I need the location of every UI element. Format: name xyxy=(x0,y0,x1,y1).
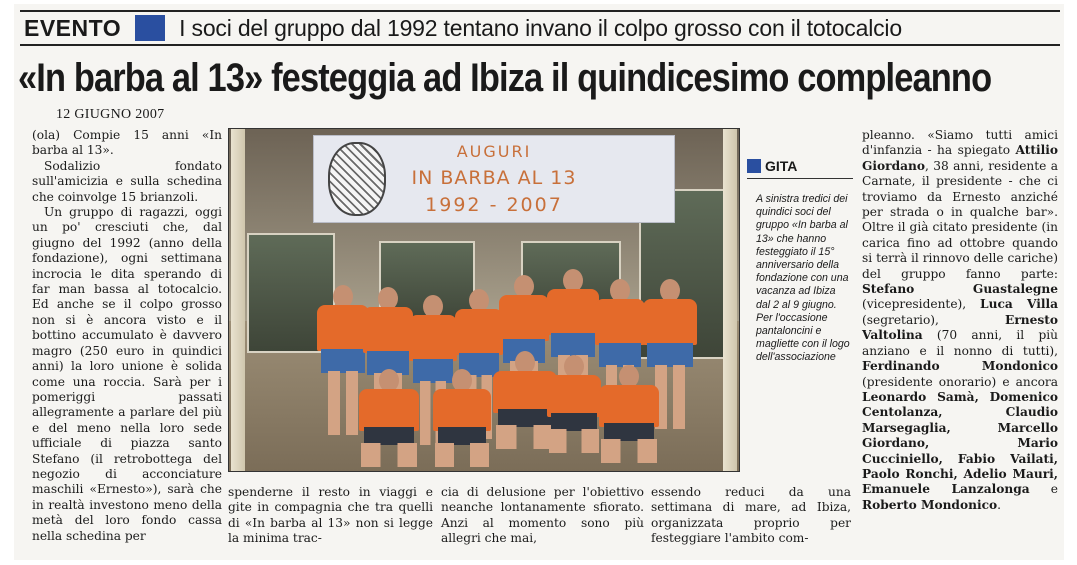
article-column-bottom-2: cia di delusione per l'obiettivo neanche lontanamente sfiorato. Anzi al momento sono più allegri che mai, xyxy=(441,485,644,546)
article-column-left xyxy=(32,128,222,544)
person xyxy=(433,369,491,469)
photo-banner xyxy=(313,135,675,223)
section-tag: EVENTO xyxy=(24,14,122,41)
text-run: (vicepresidente), xyxy=(862,297,981,312)
member-name: Ernesto Valtolina xyxy=(862,312,1058,343)
person xyxy=(599,365,659,469)
section-square-icon xyxy=(135,15,165,41)
photo-caption: A sinistra tredici dei quindici soci del gruppo «In barba al 13» che hanno festeggiato il 15° anniversario della fondazione con una vacanza ad Ibiza dal 2 al 9 giugno. Per l'occasione pantaloncini e magliette con il logo dell'associazione xyxy=(756,193,850,364)
text-run: (presidente onorario) e ancora xyxy=(862,374,1058,389)
caption-divider xyxy=(747,178,853,179)
text-run: (70 anni, il più anziano e il nonno di tutti), xyxy=(862,328,1058,358)
member-name: Ferdinando Mondonico xyxy=(862,359,1058,374)
group-photo xyxy=(228,128,740,472)
member-name: Luca Villa xyxy=(980,297,1058,312)
caption-label-text: GITA xyxy=(765,158,798,174)
kicker: I soci del gruppo dal 1992 tentano invano il colpo grosso con il totocalcio xyxy=(179,14,902,41)
member-name: Stefano Guastalegne xyxy=(862,282,1058,297)
banner-text-3: 1992 - 2007 xyxy=(425,194,563,216)
article-subhead: Sodalizio fondato sull'amicizia e sulla schedina che coinvolge 15 brianzoli. xyxy=(32,158,222,204)
article-paragraph: Un gruppo di ragazzi, oggi un po' cresciuti che, dal giugno del 1992 (anno della fondazione), ogni settimana incrocia le dita sperando di far man bassa al totocalcio. Ed anche se il colpo grosso non si è ancora visto e il bottino accumulato è davvero magro (250 euro in quindici anni) la loro unione è solida come una roccia. Sarà per i pomeriggi passati allegramente a parlare del più e del meno nella loro sede ufficiale di piazza santo Stefano (il retrobottega del negozio di acconciature maschili «Ernesto»), sarà che in realtà investono meno della metà del loro fondo cassa nella schedina per xyxy=(32,205,222,543)
newspaper-clipping xyxy=(14,4,1064,560)
member-name: Attilio Giordano xyxy=(862,143,1058,173)
caption-label xyxy=(747,158,797,174)
person xyxy=(359,369,419,469)
article-column-bottom-3: essendo reduci da una settimana di mare, ad Ibiza, organizzata proprio per festeggiare l'ambito com- xyxy=(651,485,851,546)
headline: «In barba al 13» festeggia ad Ibiza il quindicesimo compleanno xyxy=(18,56,992,100)
article-lead: (ola) Compie 15 anni «In barba al 13». xyxy=(32,128,222,158)
banner-text-1: AUGURI xyxy=(456,142,532,161)
date-stamp: 12 GIUGNO 2007 xyxy=(56,107,165,122)
text-run: . xyxy=(997,497,1002,512)
text-run: (segretario), xyxy=(862,312,1006,327)
association-logo-icon xyxy=(328,142,386,216)
caption-square-icon xyxy=(747,159,761,173)
member-name: Leonardo Samà, Domenico Centolanza, Claudio Marsegaglia, Marcello Giordano, Mario Cucciniello, Fabio Vailati, Paolo Ronchi, Adelio Mauri, Emanuele Lanzalonga xyxy=(862,389,1058,497)
text-run: e xyxy=(1029,482,1058,497)
member-name: Roberto Mondonico xyxy=(862,497,998,512)
article-column-right xyxy=(862,128,1058,513)
person xyxy=(547,355,601,467)
article-paragraph-right xyxy=(862,128,1058,513)
article-column-bottom-1: spenderne il resto in viaggi e gite in compagnia che tra quelli di «In barba al 13» non si legge la minima trac- xyxy=(228,485,433,546)
section-rubric xyxy=(20,10,1060,46)
banner-text-2: IN BARBA AL 13 xyxy=(411,167,577,189)
text-run: , 38 anni, residente a Carnate, il presidente - che ci troviamo da Ernesto anziché per strada o in qualche bar». Oltre il già citato presidente (in carica fino ad ottobre quando si terrà il rinnovo delle cariche) del gruppo fanno parte: xyxy=(862,158,1058,281)
text-run: pleanno. «Siamo tutti amici d'infanzia - ha spiegato xyxy=(862,128,1058,158)
